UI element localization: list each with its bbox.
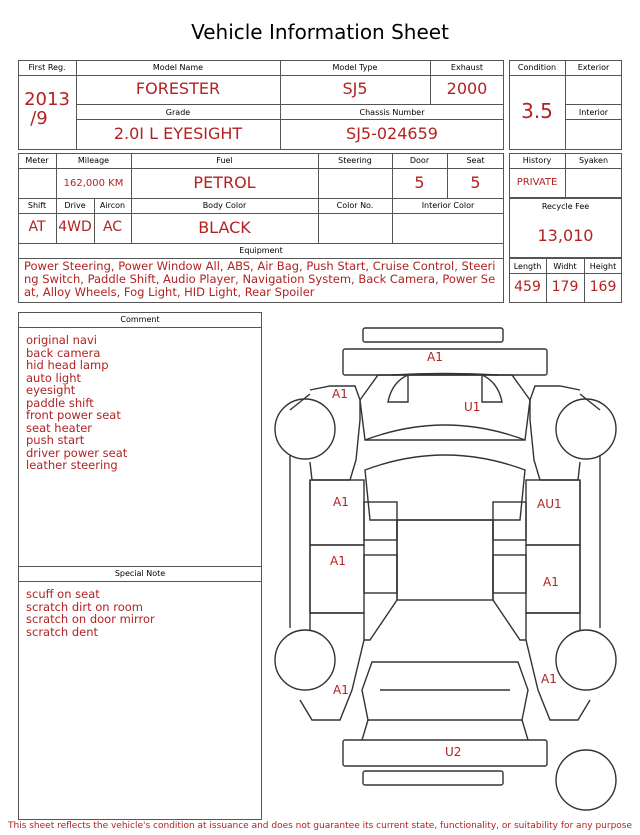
equipment-label: Equipment bbox=[239, 246, 283, 255]
chassis-label: Chassis Number bbox=[359, 108, 425, 117]
height: 169 bbox=[589, 279, 617, 295]
exterior-label: Exterior bbox=[577, 63, 610, 72]
list-item: leather steering bbox=[26, 458, 118, 472]
damage-rear-left-quarter: A1 bbox=[333, 683, 349, 697]
list-item: back camera bbox=[26, 345, 101, 360]
list-item: front power seat bbox=[26, 408, 121, 422]
comment-label: Comment bbox=[120, 315, 160, 324]
list-item: paddle shift bbox=[26, 395, 94, 410]
fuel: PETROL bbox=[193, 173, 256, 192]
mileage-label: Mileage bbox=[77, 156, 110, 165]
height-label: Height bbox=[589, 262, 617, 271]
condition-label: Condition bbox=[517, 63, 557, 72]
equipment-list: Power Steering, Power Window All, ABS, Air Bag, Push Start, Cruise Control, Steering Switch, Paddle Shift, Audio Player, Navigation System, Back Camera, Power Seat, Alloy Wheels, Fog Light, HID Light, Rear Spoiler bbox=[24, 259, 496, 299]
aircon: AC bbox=[102, 219, 123, 235]
history: PRIVATE bbox=[516, 177, 558, 188]
list-item: original navi bbox=[26, 333, 97, 347]
steering-label: Steering bbox=[338, 156, 372, 165]
body-color-label: Body Color bbox=[202, 201, 247, 210]
chassis-number: SJ5-024659 bbox=[346, 124, 438, 143]
exhaust-label: Exhaust bbox=[450, 63, 484, 72]
damage-rear-bumper: U2 bbox=[445, 745, 462, 759]
damage-left-rear-door: A1 bbox=[330, 554, 346, 568]
door-count: 5 bbox=[414, 173, 425, 192]
mileage: 162,000 KM bbox=[63, 178, 124, 189]
interior-color-label: Interior Color bbox=[421, 201, 475, 210]
shift: AT bbox=[28, 219, 46, 235]
fuel-label: Fuel bbox=[216, 156, 233, 165]
list-item: scratch dent bbox=[26, 624, 99, 639]
grade: 2.0I L EYESIGHT bbox=[113, 124, 243, 143]
list-item: scuff on seat bbox=[26, 587, 100, 601]
drive-label: Drive bbox=[64, 201, 86, 210]
seat-label: Seat bbox=[466, 156, 485, 165]
width: 179 bbox=[551, 279, 579, 295]
damage-right-front-door: AU1 bbox=[537, 497, 562, 511]
exhaust: 2000 bbox=[446, 79, 488, 98]
first-reg-month: /9 bbox=[30, 108, 48, 129]
list-item: seat heater bbox=[26, 420, 93, 435]
interior-label: Interior bbox=[578, 108, 609, 117]
first-reg-label: First Reg. bbox=[28, 63, 66, 72]
seat-count: 5 bbox=[470, 173, 481, 192]
damage-rear-right-quarter: A1 bbox=[541, 672, 557, 686]
grade-label: Grade bbox=[165, 108, 191, 117]
damage-left-front-door: A1 bbox=[333, 495, 349, 509]
damage-front-bumper: A1 bbox=[427, 350, 443, 364]
syaken-label: Syaken bbox=[578, 156, 609, 165]
recycle-label: Recycle Fee bbox=[541, 202, 590, 211]
damage-right-rear-door: A1 bbox=[543, 575, 559, 589]
drive: 4WD bbox=[58, 219, 92, 235]
condition-grade: 3.5 bbox=[521, 99, 553, 123]
aircon-label: Aircon bbox=[99, 201, 126, 210]
recycle-fee: 13,010 bbox=[537, 226, 594, 245]
length: 459 bbox=[514, 279, 541, 295]
length-label: Length bbox=[513, 262, 542, 271]
disclaimer-footer: This sheet reflects the vehicle's condition at issuance and does not guarantee its current state, functionality, or suitability for any purpose bbox=[7, 821, 633, 831]
list-item: driver power seat bbox=[26, 445, 128, 460]
color-no-label: Color No. bbox=[336, 201, 374, 210]
meter-label: Meter bbox=[25, 156, 49, 165]
damage-hood: U1 bbox=[464, 400, 481, 414]
width-label: Widht bbox=[553, 262, 577, 271]
history-label: History bbox=[522, 156, 552, 165]
list-item: scratch on door mirror bbox=[26, 612, 155, 626]
shift-label: Shift bbox=[27, 201, 47, 210]
page-title: Vehicle Information Sheet bbox=[191, 20, 449, 44]
list-item: push start bbox=[26, 433, 85, 447]
damage-front-left-fender: A1 bbox=[332, 387, 348, 401]
model-type-label: Model Type bbox=[332, 63, 378, 72]
list-item: hid head lamp bbox=[26, 358, 109, 372]
door-label: Door bbox=[409, 156, 430, 165]
model-name: FORESTER bbox=[135, 79, 221, 98]
list-item: auto light bbox=[26, 370, 82, 385]
special-note-label: Special Note bbox=[114, 569, 166, 578]
first-reg-year: 2013 bbox=[24, 89, 70, 110]
list-item: eyesight bbox=[26, 383, 76, 397]
model-name-label: Model Name bbox=[152, 63, 204, 72]
model-type: SJ5 bbox=[342, 79, 368, 98]
body-color: BLACK bbox=[198, 218, 251, 237]
list-item: scratch dirt on room bbox=[26, 599, 143, 614]
